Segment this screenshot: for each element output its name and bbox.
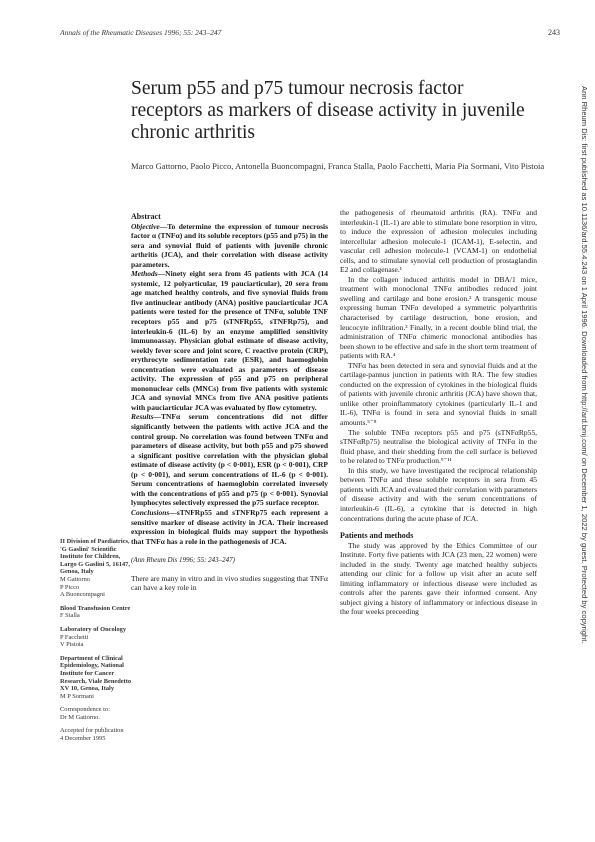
download-notice-sidebar [577, 86, 593, 836]
conclusions-text: —sTNFRp55 and sTNFRp75 each represent a sensitive marker of disease activity in JCA. Their increased expression in biological fluids may support the hypothesis that TNFα has a role in the pathogenesis of JCA. [131, 507, 328, 546]
affiliation-0-name: A Buoncompagni [60, 591, 105, 599]
abstract-column [131, 212, 328, 593]
affiliation-0-institution: II Division of Paediatrics, 'G Gaslini' Scientific Institute for Children, Largo G Gaslini 5, 16147, Genoa, Italy [60, 538, 130, 576]
affiliations-block [60, 538, 132, 743]
affiliation-3-institution: Department of Clinical Epidemiology, National Institute for Cancer Research, Viale Benedetto XV 10, Genoa, Italy [60, 654, 132, 693]
affiliation-2-name: V Pistoia [60, 641, 84, 649]
correspondence-name: Dr M Gattorno. [60, 713, 100, 721]
page-number: 243 [548, 28, 560, 37]
correspondence-label: Correspondence to: [60, 706, 110, 714]
methods-paragraph: The study was approved by the Ethics Committee of our Institute. Forty five patients with JCA (23 men, 22 women) were included in the study. Twenty age matched healthy subjects attending our clinic for a follow up visit after an acute self limiting inflammatory or infectious disease were included as controls after the parents gave their informed consent. Any subject giving a history of inflammatory or infectious disease in the four weeks preceeding [340, 540, 537, 617]
methods-heading: Patients and methods [340, 531, 414, 541]
body-column [340, 208, 537, 617]
article-title: Serum p55 and p75 tumour necrosis factor receptors as markers of disease activity in juvenile chronic arthritis [131, 78, 525, 143]
affiliation-1-name: F Stalla [60, 612, 80, 620]
affiliation-0-name: M Gattorno [60, 575, 90, 583]
objective-text: —To determine the expression of tumour necrosis factor α (TNFα) and its soluble receptors (p55 and p75) in the sera and synovial fluid of patients with juvenile chronic arthritis (JCA), and their correlation with disease activity parameters. [131, 221, 328, 269]
author-list: Marco Gattorno, Paolo Picco, Antonella Buoncompagni, Franca Stalla, Paolo Facchetti, Maria Pia Sormani, Vito Pistoia [131, 161, 545, 171]
affiliation-2-name: P Facchetti [60, 633, 89, 641]
abstract-citation: (Ann Rheum Dis 1996; 55: 243–247) [131, 556, 236, 565]
body-paragraph: The soluble TNFα receptors p55 and p75 (sTNFαRp55, sTNFαRp75) neutralise the biological activity of TNFα in the fluid phase, and their shedding from the cell surface is believed to be related to TNFα production.⁹⁻¹¹ [340, 427, 537, 466]
affiliation-2-institution: Laboratory of Oncology [60, 625, 127, 633]
results-label: Results [131, 412, 154, 422]
conclusions-label: Conclusions [131, 507, 170, 517]
abstract-results [131, 412, 328, 507]
body-paragraph: the pathogenesis of rheumatoid arthritis (RA). TNFα and interleukin-1 (IL-1) are able to stimulate bone resorption in vitro, to induce the expression of adhesion molecules including intercellular adhesion molecule-1 (ICAM-1), E-selectin, and vascular cell adhesion molecule-1 (VCAM-1) on endothelial cells, and to stimulate synovial cell production of prostaglandin E2 and collagenase.¹ [340, 208, 537, 275]
abstract-conclusions [131, 508, 328, 546]
affiliation-0-name: P Picco [60, 583, 80, 591]
methods-label: Methods [131, 269, 158, 279]
results-text: —TNFα serum concentrations did not differ significantly between the patients with active JCA and the control group. No correlation was found between TNFα and parameters of disease activity, but both p55 and p75 showed a significant positive correlation with the physician global estimate of disease activity (p < 0·001), ESR (p < 0·001), CRP (p < 0·001), and serum concentrations of IL-6 (p < 0·001). Serum concentrations of haemoglobin correlated inversely with the concentrations of p55 and p75 (p < 0·001). Synovial lymphocytes selectively expressed the p75 surface receptor. [131, 412, 328, 508]
abstract-methods [131, 269, 328, 412]
abstract-objective [131, 222, 328, 270]
affiliation-3-name: M P Sormani [60, 692, 94, 700]
objective-label: Objective [131, 221, 160, 231]
intro-paragraph: There are many in vitro and in vivo studies suggesting that TNFα can have a key role in [131, 573, 328, 593]
affiliation-1-institution: Blood Transfusion Centre [60, 604, 131, 612]
body-paragraph: In this study, we have investigated the reciprocal relationship between TNFα and these soluble receptors in sera from 45 patients with JCA and evaluated their correlation with parameters of disease activity and with the serum concentrations of interleukin-6 (IL-6), a cytokine that is detected in high concentrations during the acute phase of JCA. [340, 465, 537, 523]
body-paragraph: In the collagen induced arthritis model in DBA/1 mice, treatment with monoclonal TNFα antibodies reduced joint swelling and cartilage and bone erosion.² A transgenic mouse expressing human TNFα developed a symmetric polyarthritis characterised by cartilage destruction, bone erosion, and leucocyte infiltration.³ Finally, in a recent double blind trial, the administration of TNFα chimeric monoclonal antibodies has been shown to be effective and safe in the short term treatment of patients with RA.⁴ [340, 274, 537, 361]
accepted-date: 4 December 1995 [60, 735, 106, 743]
download-notice-text: Ann Rheum Dis: first published as 10.1136/ard.55.4.243 on 1 April 1996. Downloaded from http://ard.bmj.com/ on December 1, 2022 by guest. Protected by copyright. [580, 86, 589, 644]
body-paragraph: TNFα has been detected in sera and synovial fluids and at the cartilage-pannus junction in patients with RA. The few studies conducted on the expression of cytokines in the biological fluids of patients with juvenile chronic arthritis (JCA) have shown that, unlike other proinflammatory cytokines (particularly IL-1 and IL-6), TNFα is found in sera and synovial fluids in small amounts.⁵⁻⁸ [340, 360, 537, 428]
journal-citation-header: Annals of the Rheumatic Diseases 1996; 55: 243–247 [60, 28, 222, 37]
abstract-heading: Abstract [131, 212, 161, 221]
accepted-label: Accepted for publication [60, 727, 124, 735]
methods-text: —Ninety eight sera from 45 patients with JCA (14 systemic, 12 polyarticular, 19 pauciarticular), 20 sera from age matched healthy controls, and five synovial fluids from five antinuclear antibody (ANA) positive pauciarticular JCA patients were tested for the presence of TNFα, soluble TNF receptors p55 and p75 (sTNFRp55, sTNFRp75), and interleukin-6 (IL-6) by an enzyme amplified sensitivity immunoassay. Physician global estimate of disease activity, weekly fever score and joint score, C reactive protein (CRP), erythrocyte sedimentation rate (ESR), and haemoglobin concentration were evaluated as parameters of disease activity. The expression of p55 and p75 on peripheral mononuclear cells (MNCs) from five patients with systemic JCA and synovial MNCs from five ANA positive patients with pauciarticular JCA was evaluated by flow cytometry. [131, 269, 328, 412]
